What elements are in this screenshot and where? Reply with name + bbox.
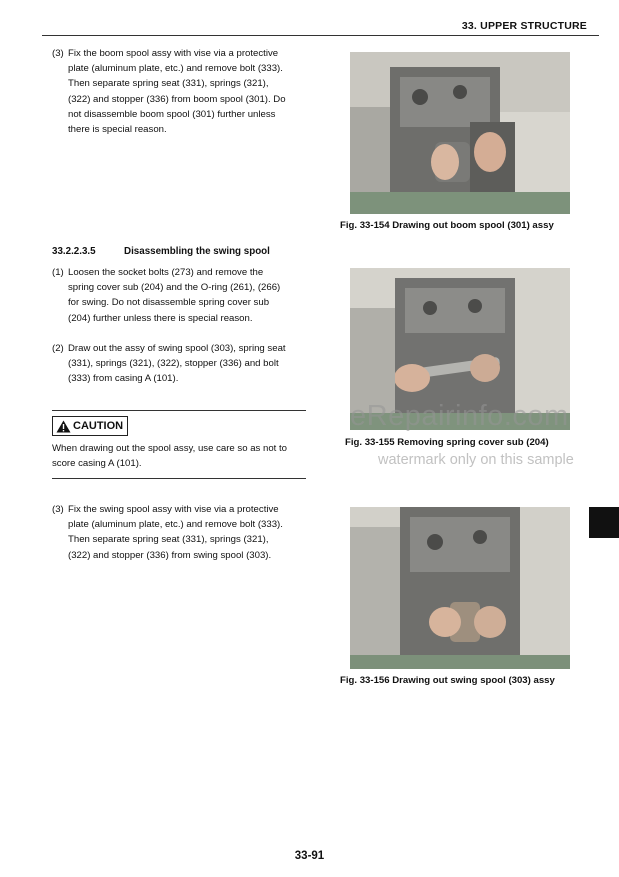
text-line: Loosen the socket bolts (273) and remove the	[68, 267, 264, 278]
step-number: (3)	[52, 504, 64, 515]
text-line: Fix the boom spool assy with vise via a protective	[68, 48, 279, 59]
text-line: (204) further unless there is special reason.	[68, 312, 253, 324]
step-number: (3)	[52, 48, 64, 59]
swing-spool-photo-illustration	[350, 507, 570, 669]
photo-fig-156	[350, 507, 570, 669]
section-heading: Disassembling the swing spool	[124, 246, 270, 257]
figure-caption: Fig. 33-155 Removing spring cover sub (204)	[345, 437, 549, 448]
step-number: (2)	[52, 343, 64, 354]
text-line: Fix the swing spool assy with vise via a protective	[68, 504, 279, 515]
text-line: (322) and stopper (336) from boom spool (301). Do	[68, 93, 286, 105]
warning-icon	[56, 420, 71, 433]
section-title: 33. UPPER STRUCTURE	[461, 20, 587, 32]
text-line: Then separate spring seat (331), springs (321),	[68, 78, 269, 90]
step-1	[52, 265, 312, 327]
photo-fig-154	[350, 52, 570, 214]
text-line: plate (aluminum plate, etc.) and remove bolt (333).	[68, 519, 283, 531]
text-line: there is special reason.	[68, 124, 167, 136]
watermark-note: watermark only on this sample	[378, 452, 574, 468]
watermark-site: eRepairinfo.com	[350, 400, 569, 432]
text-line: Draw out the assy of swing spool (303), spring seat	[68, 343, 286, 354]
text-line: plate (aluminum plate, etc.) and remove bolt (333).	[68, 63, 283, 75]
step-number: (1)	[52, 267, 64, 278]
caution-text	[52, 441, 314, 471]
text-line: (322) and stopper (336) from swing spool (303).	[68, 549, 272, 561]
chapter-tab-marker	[589, 507, 619, 538]
figure-caption: Fig. 33-156 Drawing out swing spool (303) assy	[340, 675, 555, 686]
page-number: 33-91	[294, 850, 325, 862]
step-3-swing	[52, 502, 312, 564]
figure-caption: Fig. 33-154 Drawing out boom spool (301) assy	[340, 220, 554, 231]
text-line: score casing A (101).	[52, 458, 142, 470]
caution-top-rule	[52, 410, 306, 411]
text-line: not disassemble boom spool (301) further unless	[68, 108, 276, 120]
caution-bottom-rule	[52, 478, 306, 479]
caution-label: CAUTION	[73, 420, 124, 432]
text-line: for swing. Do not disassemble spring cover sub	[68, 297, 270, 309]
section-number: 33.2.2.3.5	[52, 246, 96, 257]
header-rule	[42, 35, 599, 36]
step-2	[52, 341, 312, 389]
text-line: When drawing out the spool assy, use care so as not to	[52, 443, 287, 454]
text-line: Then separate spring seat (331), springs (321),	[68, 534, 269, 546]
text-line: spring cover sub (204) and the O-ring (261), (266)	[68, 282, 281, 294]
text-line: (333) from casing A (101).	[68, 373, 179, 385]
caution-label-box	[52, 416, 128, 436]
text-line: (331), springs (321), (322), stopper (336) and bolt	[68, 358, 279, 370]
step-3-boom	[52, 46, 312, 141]
boom-spool-photo-illustration	[350, 52, 570, 214]
